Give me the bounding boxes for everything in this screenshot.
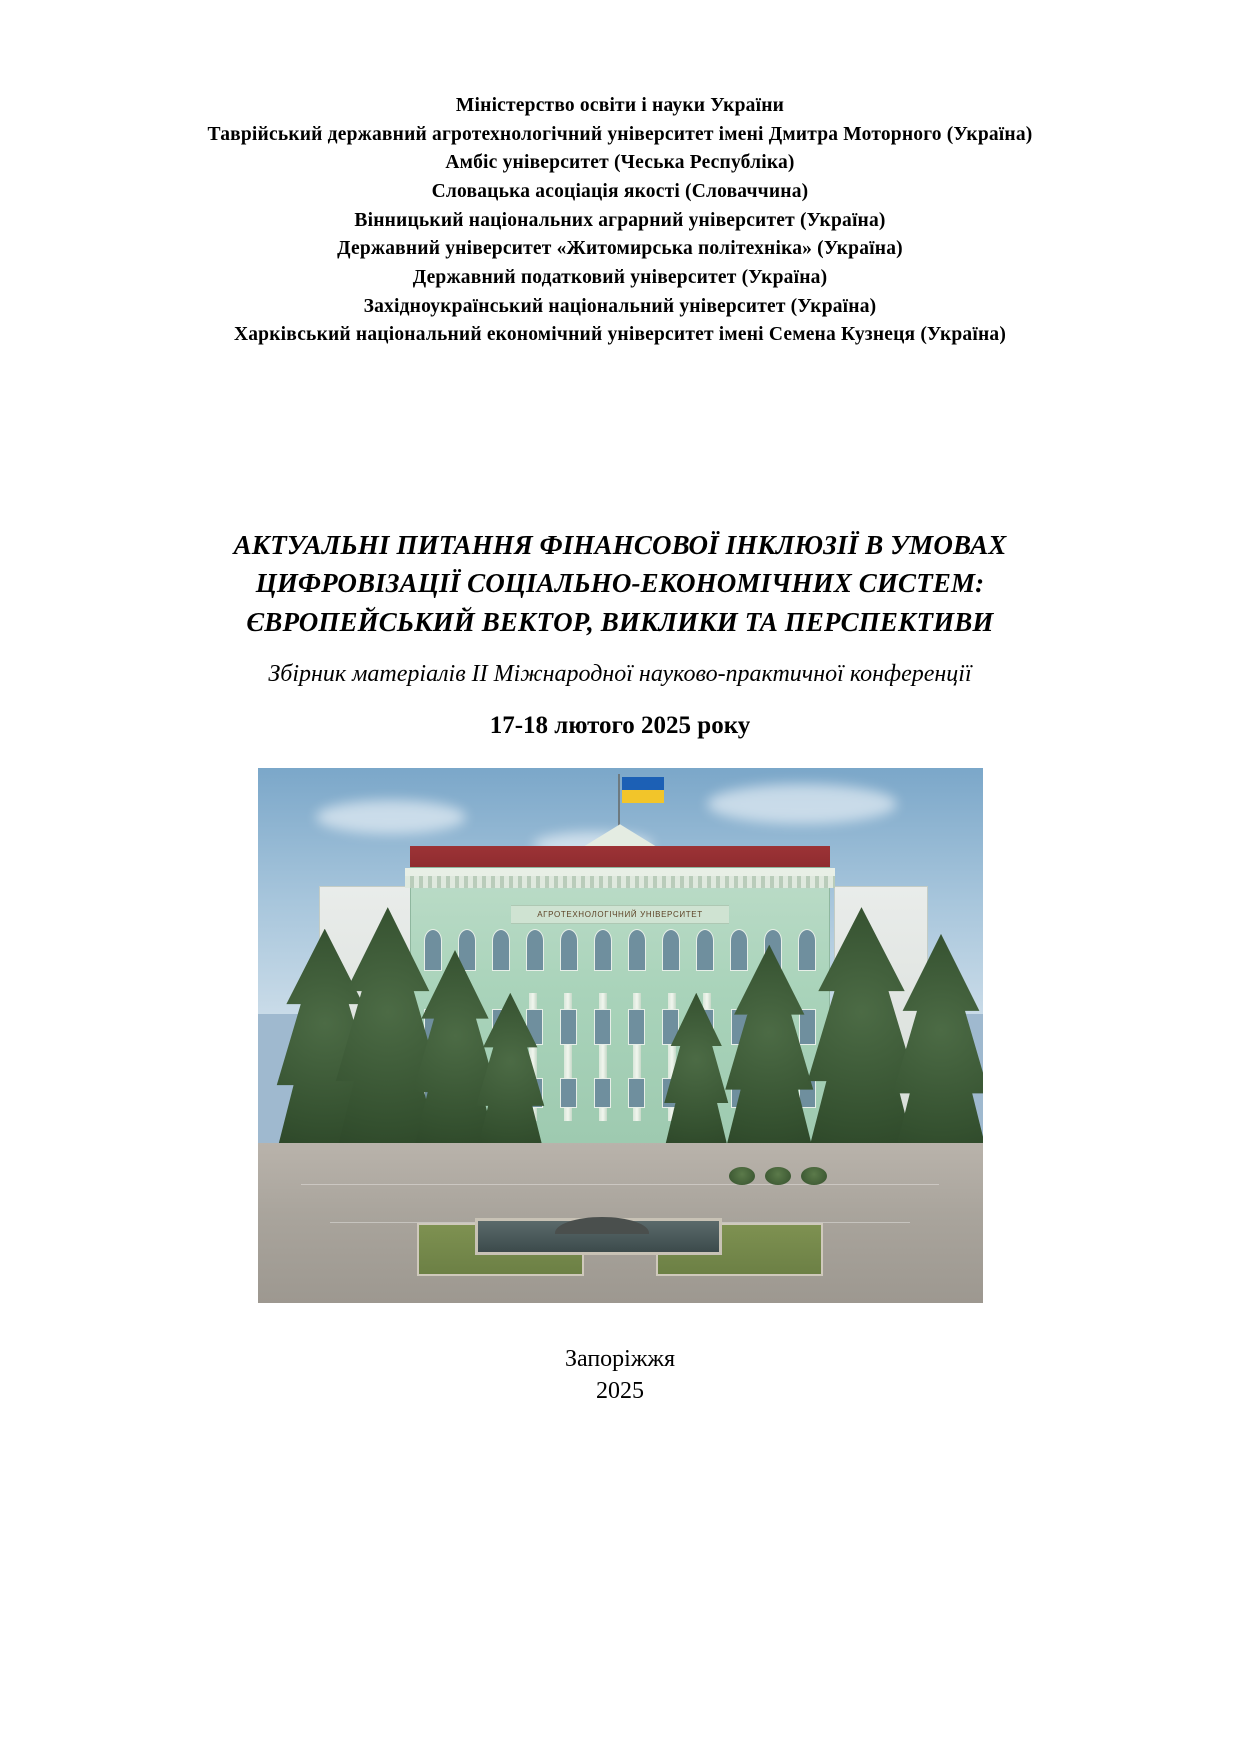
photo-illustration: [258, 768, 983, 1303]
title-line: ЦИФРОВІЗАЦІЇ СОЦІАЛЬНО-ЕКОНОМІЧНИХ СИСТЕМ:: [255, 568, 985, 599]
organizer-line: Харківський національний економічний університет імені Семена Кузнеця (Україна): [233, 324, 1007, 346]
publication-year: 2025: [595, 1378, 644, 1405]
page-title: [110, 526, 1130, 641]
organizers-block: [110, 92, 1130, 350]
page-subtitle: Збірник матеріалів ІІ Міжнародної науково-практичної конференції: [268, 660, 972, 687]
ukrainian-flag: [622, 777, 664, 803]
organizer-line: Державний університет «Житомирська політехніка» (Україна): [337, 238, 903, 260]
cloud: [316, 800, 466, 834]
balustrade: [405, 876, 836, 888]
organizer-line: Амбіс університет (Чеська Республіка): [445, 152, 795, 174]
plaza-line: [301, 1184, 939, 1185]
window-row-upper: [424, 929, 816, 971]
imprint: [565, 1343, 675, 1408]
building-inscription: АГРОТЕХНОЛОГІЧНИЙ УНІВЕРСИТЕТ: [511, 905, 729, 924]
title-block: [110, 526, 1130, 740]
organizer-line: Західноукраїнський національний університет (Україна): [363, 295, 877, 317]
conference-dates: 17-18 лютого 2025 року: [489, 712, 751, 740]
organizer-line: Таврійський державний агротехнологічний університет імені Дмитра Моторного (Україна): [207, 123, 1033, 145]
cloud: [707, 784, 897, 824]
organizer-line: Державний податковий університет (Україна): [412, 266, 828, 288]
flagpole: [618, 774, 620, 830]
publication-city: Запоріжжя: [564, 1346, 676, 1373]
cover-photo: [258, 768, 983, 1303]
organizer-line: Словацька асоціація якості (Словаччина): [431, 180, 809, 202]
title-line: ЄВРОПЕЙСЬКИЙ ВЕКТОР, ВИКЛИКИ ТА ПЕРСПЕКТИВИ: [246, 606, 994, 637]
organizer-line: Міністерство освіти і науки України: [455, 95, 785, 116]
organizer-line: Вінницький національних аграрний університет (Україна): [354, 209, 886, 231]
title-line: АКТУАЛЬНІ ПИТАННЯ ФІНАНСОВОЇ ІНКЛЮЗІЇ В УМОВАХ: [233, 529, 1007, 560]
